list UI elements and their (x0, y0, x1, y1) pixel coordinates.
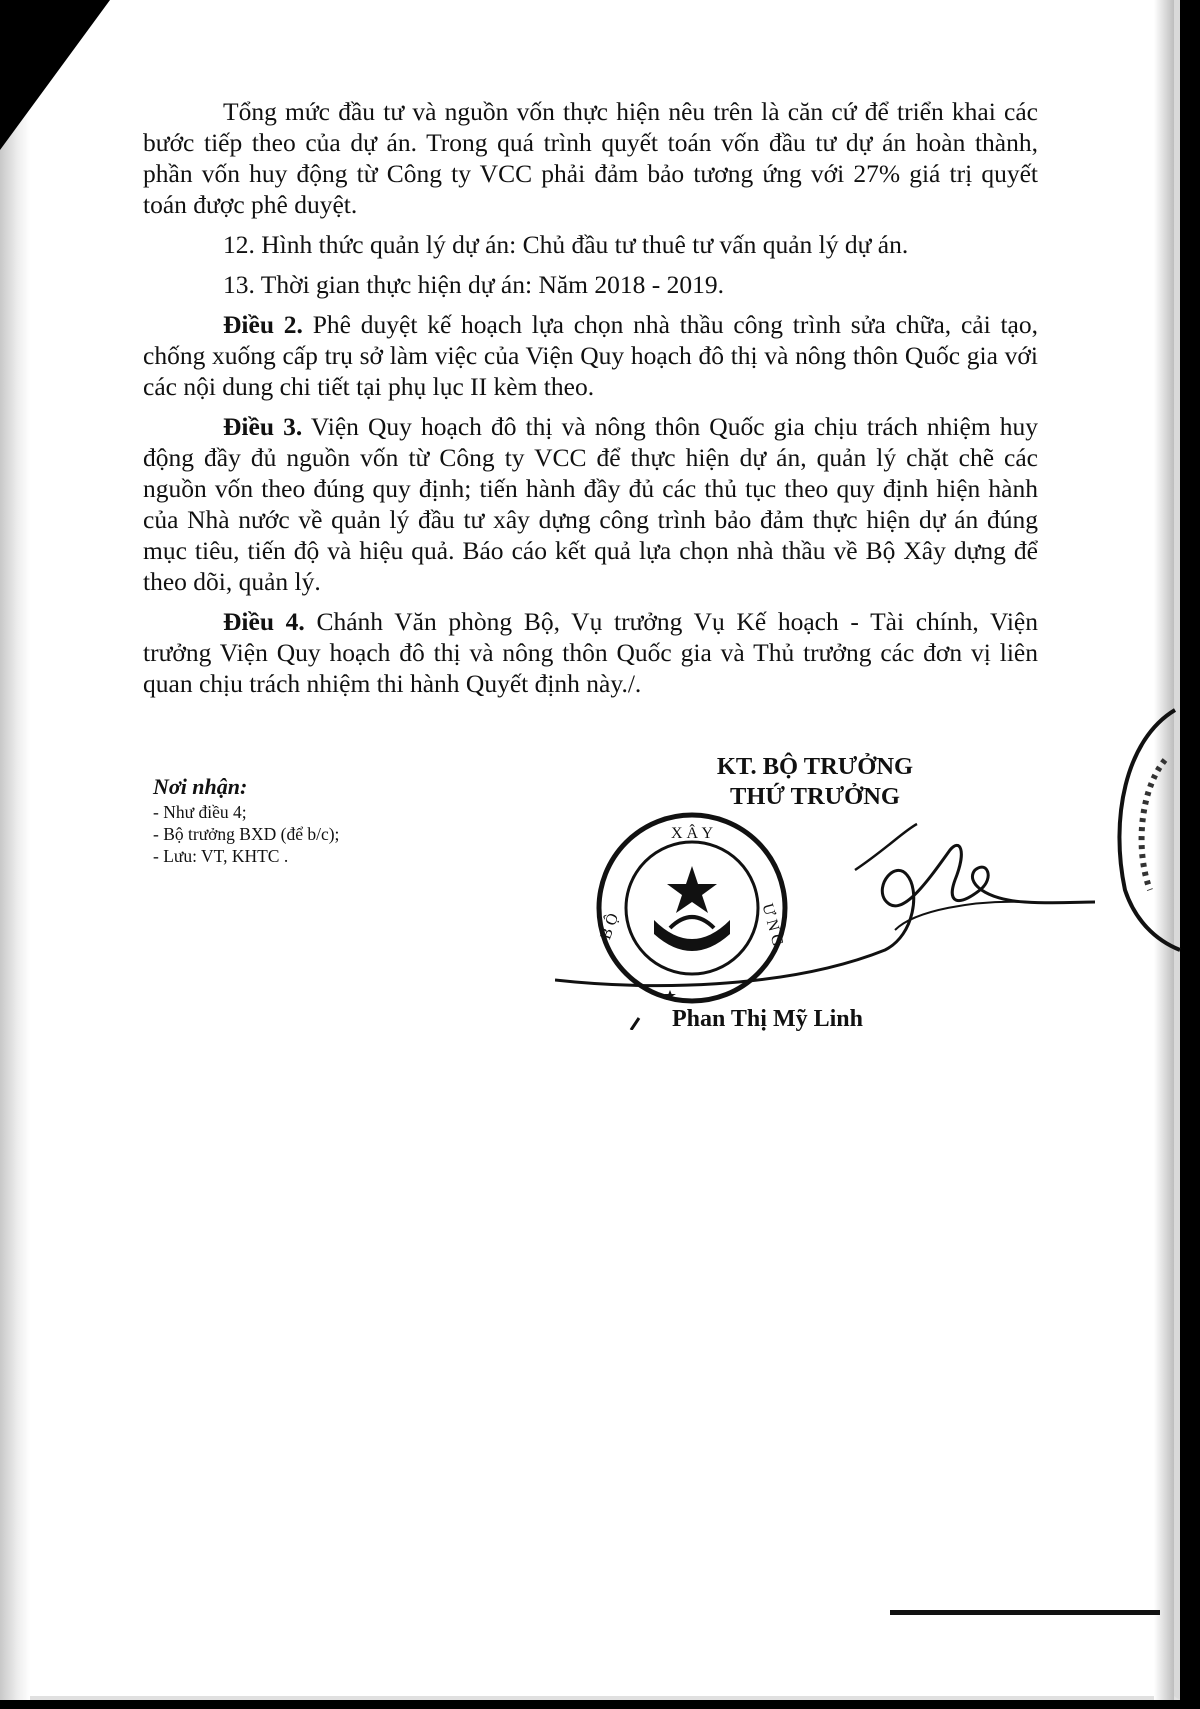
partial-seal-edge (1105, 700, 1185, 960)
page-bottom-rule (890, 1610, 1160, 1615)
article-2-label: Điều 2. (223, 310, 303, 339)
signer-name: Phan Thị Mỹ Linh (672, 1006, 863, 1032)
article-3 (143, 411, 1038, 597)
recipient-item: - Bộ trưởng BXD (để b/c); (153, 824, 340, 844)
page-edge-shadow-left (0, 0, 30, 1700)
svg-text:X Â Y: X Â Y (670, 825, 714, 842)
folded-corner (0, 0, 110, 150)
svg-text:Ư N G: Ư N G (758, 901, 787, 949)
article-4-text: Chánh Văn phòng Bộ, Vụ trưởng Vụ Kế hoạch - Tài chính, Viện trưởng Viện Quy hoạch đô thị và nông thôn Quốc gia và Thủ trưởng các đơn vị liên quan chịu trách nhiệm thi hành Quyết định này./. (143, 607, 1038, 698)
article-2 (143, 309, 1038, 402)
handwritten-signature (555, 790, 1095, 1030)
signature-title-line1: KT. BỘ TRƯỞNG (716, 753, 914, 780)
article-2-text: Phê duyệt kế hoạch lựa chọn nhà thầu công trình sửa chữa, cải tạo, chống xuống cấp trụ sở làm việc của Viện Quy hoạch đô thị và nông thôn Quốc gia với các nội dung chi tiết tại phụ lục II kèm theo. (143, 310, 1038, 401)
recipient-item: - Lưu: VT, KHTC . (153, 846, 289, 866)
paragraph-item-12: 12. Hình thức quản lý dự án: Chủ đầu tư thuê tư vấn quản lý dự án. (223, 230, 909, 259)
article-4 (143, 606, 1038, 699)
decision-body (143, 96, 1038, 708)
svg-text:B Ộ: B Ộ (597, 911, 623, 942)
recipient-item: - Như điều 4; (153, 802, 247, 822)
article-3-label: Điều 3. (223, 412, 303, 441)
paragraph-item-13: 13. Thời gian thực hiện dự án: Năm 2018 - 2019. (223, 270, 724, 299)
article-3-text: Viện Quy hoạch đô thị và nông thôn Quốc gia chịu trách nhiệm huy động đầy đủ nguồn vốn từ Công ty VCC để thực hiện dự án, quản lý chặt chẽ các nguồn vốn theo đúng quy định; tiến hành đầy đủ các thủ tục theo quy định hiện hành của Nhà nước về quản lý đầu tư xây dựng công trình bảo đảm thực hiện dự án đúng mục tiêu, tiến độ và hiệu quả. Báo cáo kết quả lựa chọn nhà thầu về Bộ Xây dựng để theo dõi, quản lý. (143, 412, 1039, 596)
signature-title-line2: THỨ TRƯỞNG (730, 783, 900, 810)
recipients-heading: Nơi nhận: (153, 774, 248, 799)
paragraph-investment: Tổng mức đầu tư và nguồn vốn thực hiện nêu trên là căn cứ để triển khai các bước tiếp theo của dự án. Trong quá trình quyết toán vốn đầu tư dự án hoàn thành, phần vốn huy động từ Công ty VCC phải đảm bảo tương ứng với 27% giá trị quyết toán được phê duyệt. (143, 97, 1038, 219)
article-4-label: Điều 4. (223, 607, 305, 636)
recipients-block (153, 773, 573, 867)
